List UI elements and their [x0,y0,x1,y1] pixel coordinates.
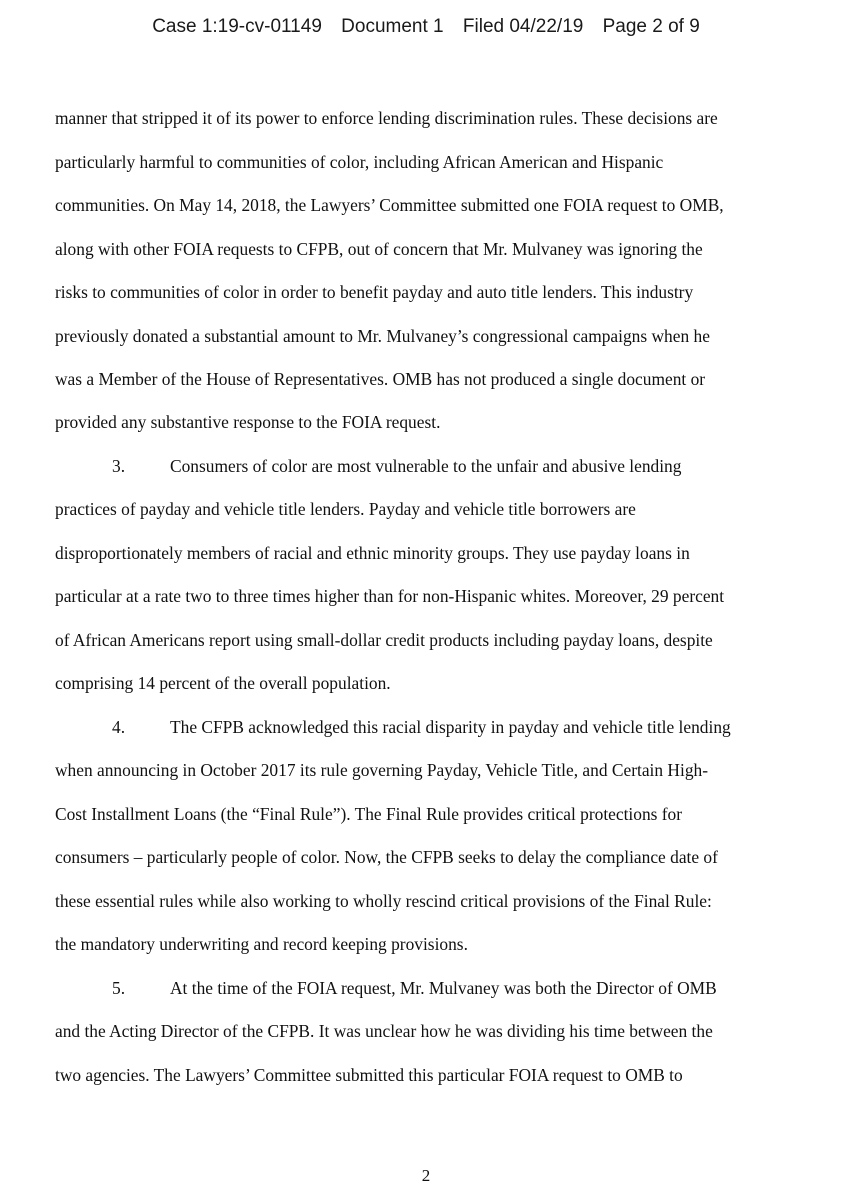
case-header [0,16,852,38]
paragraph-number: 5. [112,978,126,998]
text-line: Consumers of color are most vulnerable to the unfair and abusive lending [170,456,682,476]
text-line: risks to communities of color in order to benefit payday and auto title lenders. This industry [55,282,694,302]
page-indicator: Page 2 of 9 [602,16,700,37]
text-line: previously donated a substantial amount to Mr. Mulvaney’s congressional campaigns when he [55,326,710,346]
text-line: particular at a rate two to three times higher than for non-Hispanic whites. Moreover, 29 percent [55,586,725,606]
text-line: particularly harmful to communities of color, including African American and Hispanic [55,152,664,172]
case-number: Case 1:19-cv-01149 [152,16,322,37]
page-number: 2 [421,1166,431,1185]
text-line: these essential rules while also working to wholly rescind critical provisions of the Final Rule: [55,891,712,911]
text-line: manner that stripped it of its power to enforce lending discrimination rules. These decisions are [55,108,718,128]
text-line: comprising 14 percent of the overall population. [55,673,391,693]
text-line: of African Americans report using small-dollar credit products including payday loans, despite [55,630,713,650]
filed-date: Filed 04/22/19 [462,16,584,37]
text-line: At the time of the FOIA request, Mr. Mulvaney was both the Director of OMB [170,978,717,998]
text-line: was a Member of the House of Representatives. OMB has not produced a single document or [55,369,706,389]
text-line: the mandatory underwriting and record keeping provisions. [55,934,468,954]
text-line: along with other FOIA requests to CFPB, out of concern that Mr. Mulvaney was ignoring the [55,239,703,259]
text-line: communities. On May 14, 2018, the Lawyers’ Committee submitted one FOIA request to OMB, [55,195,724,215]
paragraph-number: 3. [112,456,126,476]
text-line: when announcing in October 2017 its rule governing Payday, Vehicle Title, and Certain High- [55,760,708,780]
text-line: practices of payday and vehicle title lenders. Payday and vehicle title borrowers are [55,499,636,519]
paragraph-number: 4. [112,717,126,737]
text-line: The CFPB acknowledged this racial disparity in payday and vehicle title lending [170,717,731,737]
text-line: two agencies. The Lawyers’ Committee submitted this particular FOIA request to OMB to [55,1065,683,1085]
text-line: and the Acting Director of the CFPB. It was unclear how he was dividing his time between the [55,1021,713,1041]
text-line: consumers – particularly people of color. Now, the CFPB seeks to delay the compliance date of [55,847,718,867]
document-number: Document 1 [341,16,444,37]
text-line: Cost Installment Loans (the “Final Rule”). The Final Rule provides critical protections for [55,804,683,824]
text-line: provided any substantive response to the FOIA request. [55,412,441,432]
text-line: disproportionately members of racial and ethnic minority groups. They use payday loans in [55,543,690,563]
